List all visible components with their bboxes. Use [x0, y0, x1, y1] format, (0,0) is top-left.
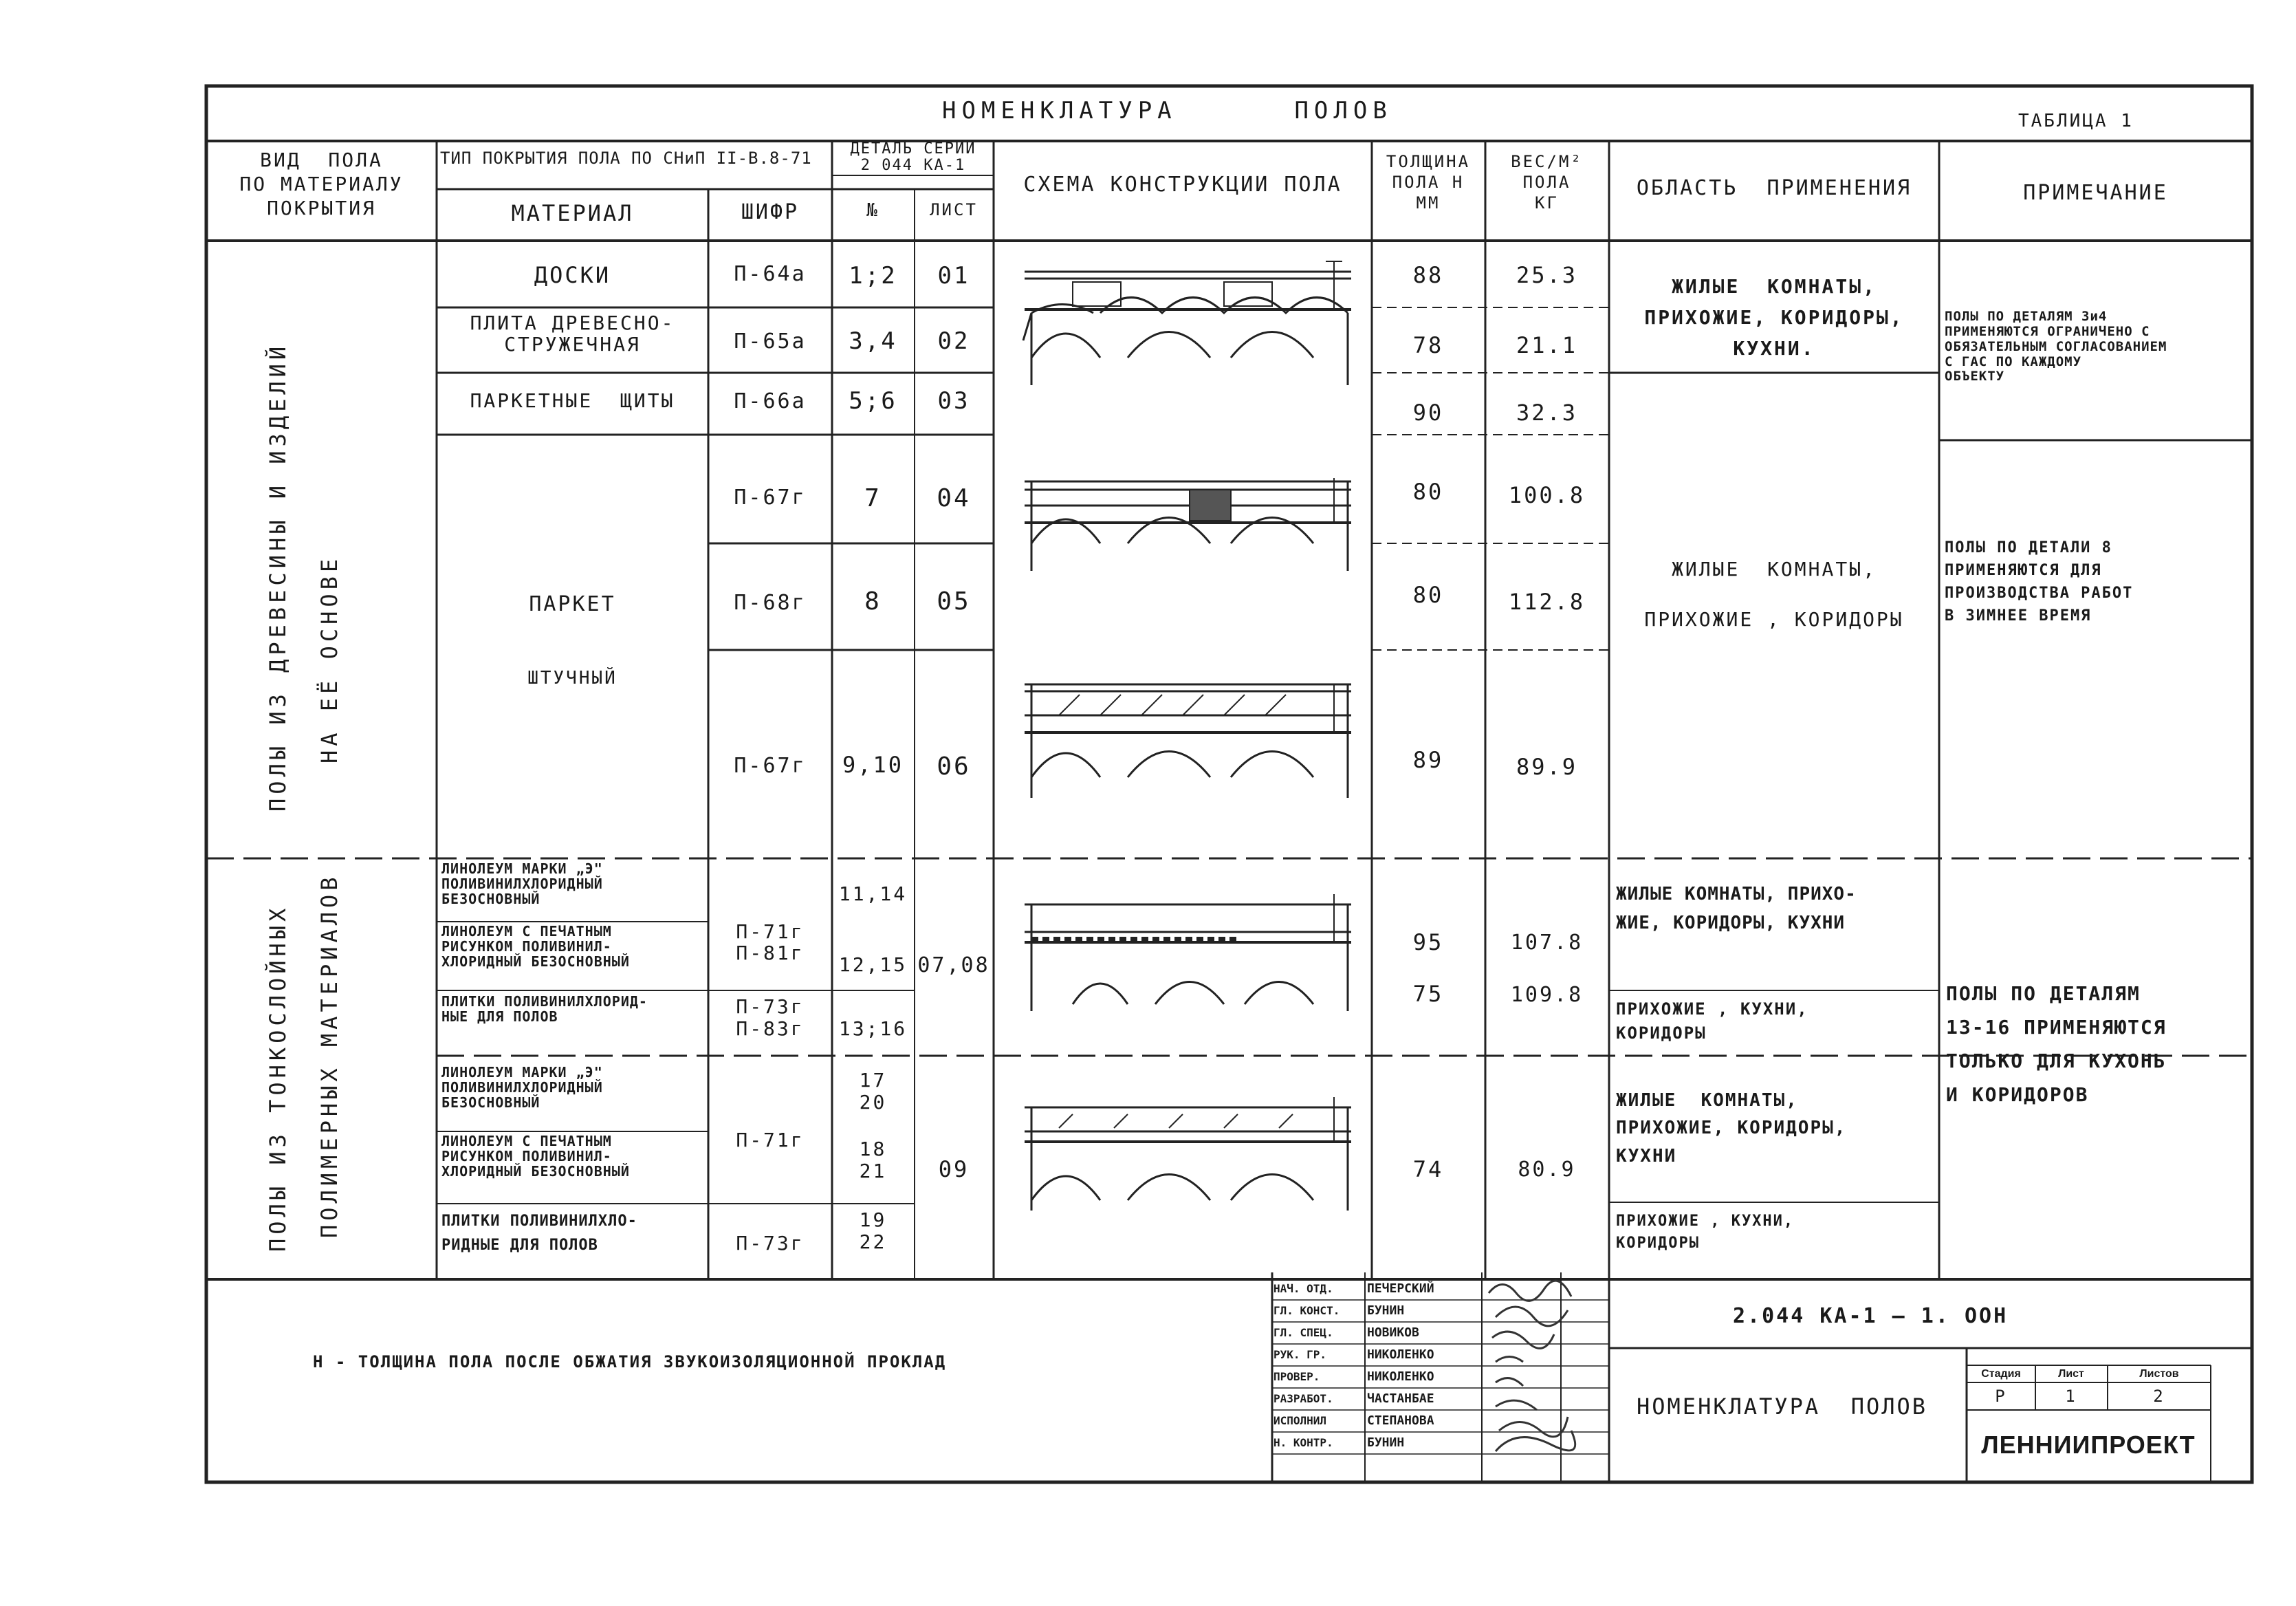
row5-weight: 112.8	[1508, 589, 1586, 615]
stamp-sheets-header: Листов	[2139, 1368, 2179, 1380]
header-coating-type: ТИП ПОКРЫТИЯ ПОЛА ПО СНиП II-В.8-71	[440, 149, 812, 168]
header-weight: ВЕС/М² ПОЛА КГ	[1511, 152, 1583, 213]
stamp-role: ГЛ. СПЕЦ.	[1273, 1326, 1333, 1339]
stamp-role: НАЧ. ОТД.	[1273, 1282, 1333, 1295]
header-sheet: ЛИСТ	[930, 200, 978, 219]
row9-code: П-73г П-83г	[736, 995, 805, 1041]
row3-material: ПАРКЕТНЫЕ ЩИТЫ	[470, 389, 675, 412]
row2-weight: 21.1	[1516, 332, 1578, 358]
row6-thickness: 89	[1412, 747, 1444, 773]
row6-sheet: 06	[937, 752, 971, 781]
row4-code: П-67г	[734, 486, 807, 510]
row8-thickness: 95	[1412, 929, 1444, 955]
row4-num: 7	[864, 484, 882, 512]
row7-material: ЛИНОЛЕУМ МАРКИ „Э" ПОЛИВИНИЛХЛОРИДНЫЙ БЕЗОСНОВНЫЙ	[441, 860, 603, 907]
table-label: ТАБЛИЦА 1	[2018, 111, 2134, 131]
header-application: ОБЛАСТЬ ПРИМЕНЕНИЯ	[1636, 176, 1912, 200]
note-3: ПОЛЫ ПО ДЕТАЛЯМ 13-16 ПРИМЕНЯЮТСЯ ТОЛЬКО ДЛЯ КУХОНЬ И КОРИДОРОВ	[1946, 982, 2167, 1106]
row5-sheet: 05	[937, 587, 971, 616]
row6-code: П-67г	[734, 754, 807, 778]
stamp-name: БУНИН	[1367, 1435, 1405, 1450]
stamp-sheets: 2	[2153, 1387, 2165, 1406]
row9-weight: 109.8	[1510, 983, 1584, 1007]
header-code: ШИФР	[741, 200, 800, 224]
row3-weight: 32.3	[1516, 400, 1578, 426]
row10-material: ЛИНОЛЕУМ МАРКИ „Э" ПОЛИВИНИЛХЛОРИДНЫЙ БЕЗОСНОВНЫЙ	[441, 1064, 603, 1111]
row5-material: ПАРКЕТ	[529, 592, 616, 616]
row8-num: 12,15	[838, 953, 908, 976]
row11-code: П-71г	[736, 1129, 805, 1151]
row8-weight: 107.8	[1510, 931, 1584, 955]
section-wood-label-2: НА ЕЁ ОСНОВЕ	[316, 554, 342, 763]
row3-thickness: 90	[1412, 400, 1444, 426]
header-note: ПРИМЕЧАНИЕ	[2023, 181, 2168, 205]
application-4: ПРИХОЖИЕ , КУХНИ, КОРИДОРЫ	[1616, 999, 1808, 1043]
header-floor-type: ВИД ПОЛА ПО МАТЕРИАЛУ ПОКРЫТИЯ	[239, 149, 404, 219]
row2-thickness: 78	[1412, 332, 1444, 358]
page-title: НОМЕНКЛАТУРА ПОЛОВ	[942, 97, 1392, 124]
row8-code: П-71г П-81г	[736, 920, 805, 964]
row1-thickness: 88	[1412, 262, 1444, 288]
row4-weight: 100.8	[1508, 482, 1586, 508]
row2-code: П-65а	[734, 329, 807, 354]
row1-code: П-64а	[734, 262, 807, 286]
row11-material: ЛИНОЛЕУМ С ПЕЧАТНЫМ РИСУНКОМ ПОЛИВИНИЛ- ХЛОРИДНЫЙ БЕЗОСНОВНЫЙ	[441, 1133, 630, 1180]
application-3: ЖИЛЫЕ КОМНАТЫ, ПРИХО- ЖИЕ, КОРИДОРЫ, КУХНИ	[1616, 884, 1857, 933]
stamp-sheet-header: Лист	[2058, 1368, 2084, 1380]
stamp-name: БУНИН	[1367, 1303, 1405, 1318]
stamp-name: НИКОЛЕНКО	[1367, 1347, 1434, 1362]
row11-weight: 80.9	[1518, 1158, 1576, 1182]
stamp-name: ЧАСТАНБАЕ	[1367, 1391, 1434, 1406]
row2-material: ПЛИТА ДРЕВЕСНО- СТРУЖЕЧНАЯ	[470, 312, 675, 356]
row8-sheet: 07,08	[917, 953, 990, 977]
row1-material: ДОСКИ	[534, 262, 611, 288]
row2-num: 3,4	[849, 327, 897, 355]
row6-num: 9,10	[842, 752, 904, 778]
row4-sheet: 04	[937, 484, 971, 512]
row12-material: ПЛИТКИ ПОЛИВИНИЛХЛО- РИДНЫЕ ДЛЯ ПОЛОВ	[441, 1213, 637, 1255]
stamp-name: НОВИКОВ	[1367, 1325, 1419, 1340]
stamp-role: ПРОВЕР.	[1273, 1370, 1320, 1383]
header-material: МАТЕРИАЛ	[511, 200, 634, 226]
stamp-stage-header: Стадия	[1981, 1368, 2021, 1380]
row5-thickness: 80	[1412, 582, 1444, 608]
row12-num: 19 22	[859, 1208, 887, 1254]
stamp-role: Н. КОНТР.	[1273, 1436, 1333, 1449]
application-1: ЖИЛЫЕ КОМНАТЫ, ПРИХОЖИЕ, КОРИДОРЫ, КУХНИ.	[1644, 275, 1904, 360]
row9-num: 13;16	[838, 1017, 908, 1040]
row3-code: П-66а	[734, 389, 807, 413]
stamp-name: НИКОЛЕНКО	[1367, 1369, 1434, 1384]
row3-sheet: 03	[937, 387, 970, 415]
footnote: Н - ТОЛЩИНА ПОЛА ПОСЛЕ ОБЖАТИЯ ЗВУКОИЗОЛЯЦИОННОЙ ПРОКЛАД	[313, 1352, 947, 1371]
org-name: ЛЕННИИПРОЕКТ	[1981, 1431, 2196, 1459]
row2-sheet: 02	[937, 327, 970, 355]
stamp-sheet: 1	[2065, 1387, 2077, 1406]
doc-name: НОМЕНКЛАТУРА ПОЛОВ	[1637, 1393, 1928, 1420]
header-num: №	[866, 200, 879, 221]
header-detail-series: ДЕТАЛЬ СЕРИИ 2 044 КА-1	[850, 140, 976, 175]
row5-num: 8	[864, 587, 882, 616]
note-1: ПОЛЫ ПО ДЕТАЛЯМ 3и4 ПРИМЕНЯЮТСЯ ОГРАНИЧЕНО С ОБЯЗАТЕЛЬНЫМ СОГЛАСОВАНИЕМ С ГАС ПО КАЖДОМУ ОБЪЕКТУ	[1945, 309, 2167, 384]
stamp-name: ПЕЧЕРСКИЙ	[1367, 1281, 1434, 1296]
row1-num: 1;2	[849, 262, 897, 290]
row11-num: 18 21	[859, 1138, 887, 1183]
stamp-role: ГЛ. КОНСТ.	[1273, 1304, 1340, 1317]
row11-sheet: 09	[938, 1156, 970, 1182]
stamp-name: СТЕПАНОВА	[1367, 1413, 1434, 1428]
note-2: ПОЛЫ ПО ДЕТАЛИ 8 ПРИМЕНЯЮТСЯ ДЛЯ ПРОИЗВОДСТВА РАБОТ В ЗИМНЕЕ ВРЕМЯ	[1945, 539, 2134, 625]
row9-material: ПЛИТКИ ПОЛИВИНИЛХЛОРИД- НЫЕ ДЛЯ ПОЛОВ	[441, 993, 648, 1025]
row7-num: 11,14	[838, 882, 908, 905]
row1-sheet: 01	[937, 262, 970, 290]
row1-weight: 25.3	[1516, 262, 1578, 288]
stamp-role: ИСПОЛНИЛ	[1273, 1414, 1327, 1427]
stamp-role: РУК. ГР.	[1273, 1348, 1327, 1361]
application-2: ЖИЛЫЕ КОМНАТЫ, ПРИХОЖИЕ , КОРИДОРЫ	[1644, 558, 1904, 631]
header-thickness: ТОЛЩИНА ПОЛА Н ММ	[1386, 152, 1471, 213]
row6-weight: 89.9	[1516, 754, 1578, 780]
stamp-stage: Р	[1995, 1387, 2007, 1406]
row4-thickness: 80	[1412, 479, 1444, 505]
row11-thickness: 74	[1412, 1156, 1444, 1182]
row12-code: П-73г	[736, 1232, 805, 1255]
row3-num: 5;6	[849, 387, 897, 415]
doc-code: 2.044 КА-1 — 1. ООН	[1733, 1304, 2009, 1328]
section-wood-label: ПОЛЫ ИЗ ДРЕВЕСИНЫ И ИЗДЕЛИЙ	[265, 342, 291, 812]
application-6: ПРИХОЖИЕ , КУХНИ, КОРИДОРЫ	[1616, 1213, 1795, 1252]
stamp-role: РАЗРАБОТ.	[1273, 1392, 1333, 1405]
header-scheme: СХЕМА КОНСТРУКЦИИ ПОЛА	[1023, 173, 1342, 197]
row8-material: ЛИНОЛЕУМ С ПЕЧАТНЫМ РИСУНКОМ ПОЛИВИНИЛ- ХЛОРИДНЫЙ БЕЗОСНОВНЫЙ	[441, 923, 630, 970]
section-polymer-label: ПОЛЫ ИЗ ТОНКОСЛОЙНЫХ	[265, 904, 291, 1252]
row10-num: 17 20	[859, 1069, 887, 1114]
application-5: ЖИЛЫЕ КОМНАТЫ, ПРИХОЖИЕ, КОРИДОРЫ, КУХНИ	[1616, 1090, 1847, 1166]
row9-thickness: 75	[1412, 981, 1444, 1007]
section-polymer-label-2: ПОЛИМЕРНЫХ МАТЕРИАЛОВ	[316, 873, 342, 1238]
row5-code: П-68г	[734, 591, 807, 615]
row5-material-2: ШТУЧНЫЙ	[527, 668, 617, 688]
